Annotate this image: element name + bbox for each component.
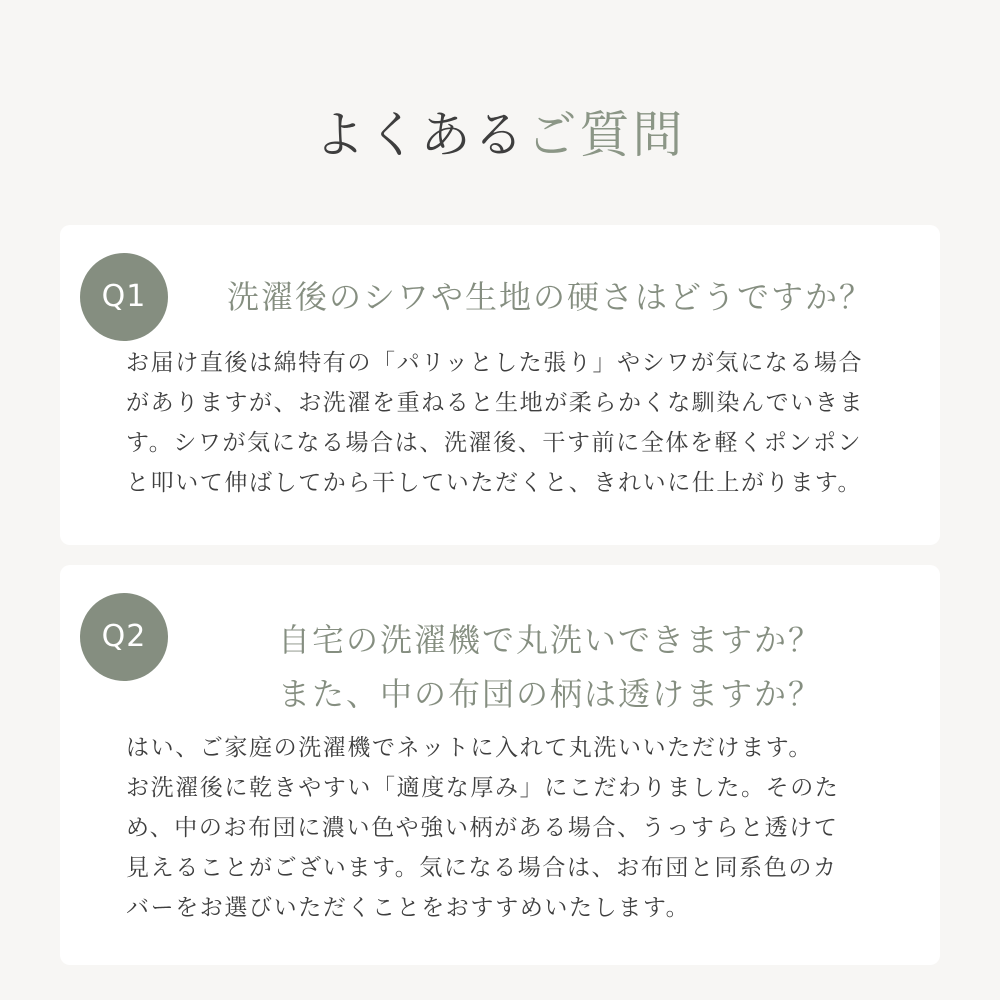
faq-card-1 [60, 225, 940, 545]
answer-text-q2 [126, 728, 896, 928]
answer-line: バーをお選びいただくことをおすすめいたします。 [126, 895, 691, 921]
answer-line: 見えることがございます。気になる場合は、お布団と同系色のカ [126, 855, 838, 881]
question-badge-q1: Q1 [80, 253, 168, 341]
question-badge-q2: Q2 [80, 593, 168, 681]
page-title [0, 100, 1000, 170]
question-line: 自宅の洗濯機で丸洗いできますか？ [277, 621, 822, 659]
faq-card-2 [60, 565, 940, 965]
answer-line: め、中のお布団に濃い色や強い柄がある場合、うっすらと透けて [126, 815, 839, 841]
page-title-accent: ご質問 [526, 106, 686, 164]
answer-line: はい、ご家庭の洗濯機でネットに入れて丸洗いいただけます。 [126, 735, 813, 761]
answer-line: がありますが、お洗濯を重ねると生地が柔らかくな馴染んでいきま [126, 390, 864, 416]
question-text-q1 [180, 273, 920, 321]
question-line: 洗濯後のシワや生地の硬さはどうですか？ [226, 278, 873, 316]
answer-line: お届け直後は綿特有の「パリッとした張り」やシワが気になる場合 [126, 350, 864, 376]
page-title-main: よくある [314, 106, 527, 164]
answer-line: と叩いて伸ばしてから干していただくと、きれいに仕上がります。 [126, 470, 863, 496]
question-text-q2 [180, 613, 920, 721]
answer-line: お洗濯後に乾きやすい「適度な厚み」にこだわりました。そのた [126, 775, 840, 801]
question-line: また、中の布団の柄は透けますか？ [277, 675, 822, 713]
answer-text-q1 [126, 343, 896, 503]
answer-line: す。シワが気になる場合は、洗濯後、干す前に全体を軽くポンポン [126, 430, 863, 456]
